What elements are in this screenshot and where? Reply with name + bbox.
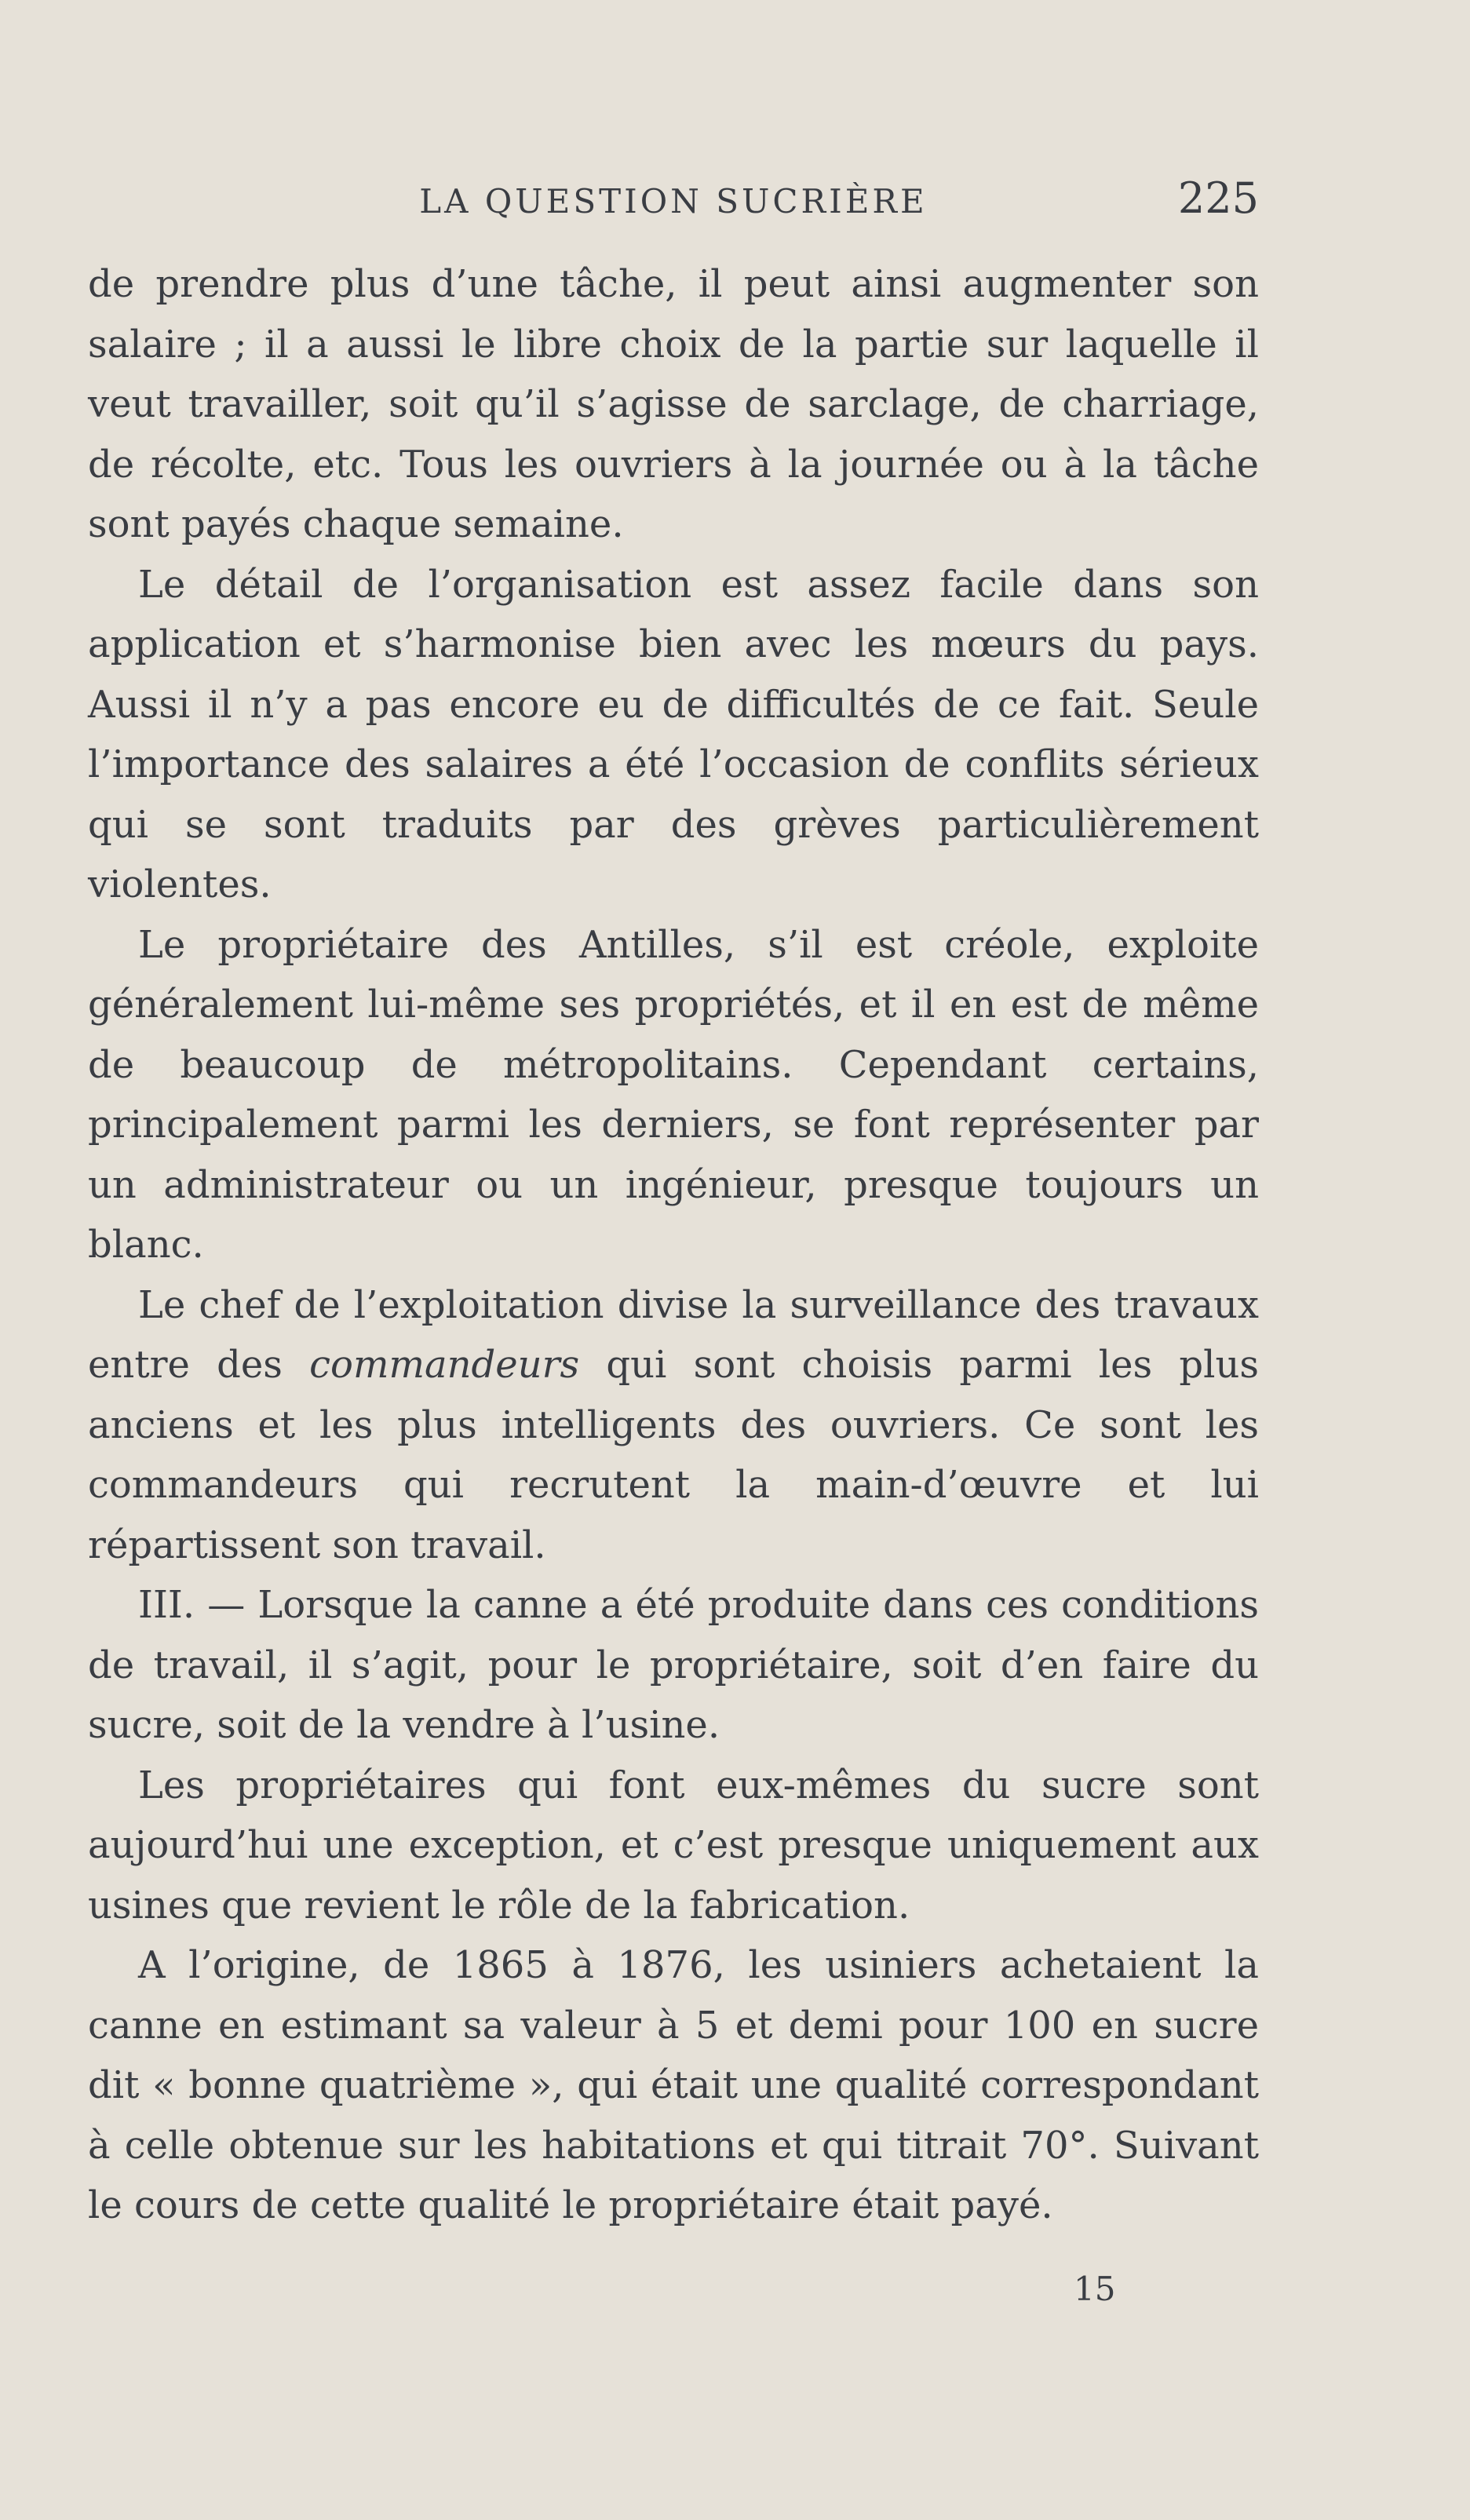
page-number: 225 <box>1177 173 1259 223</box>
commandeurs-emphasis: commandeurs <box>309 1343 580 1387</box>
paragraph-factory-production: Les propriétaires qui font eux-mêmes du sucre sont aujourd’hui une exception, et c’est presque uniquement aux usines que revient le rôle de la fabrication. <box>88 1763 1259 1927</box>
signature-mark: 15 <box>1074 2270 1116 2308</box>
running-head: LA QUESTION SUCRIÈRE <box>419 182 928 221</box>
paragraph-chef <box>88 1275 1259 1576</box>
paragraph-historical-pricing: A l’origine, de 1865 à 1876, les usiniers achetaient la canne en estimant sa valeur à 5 et demi pour 100 en sucre dit « bonne quatrième », qui était une qualité correspondant à celle obtenue sur les habitations et qui titrait 70°. Suivant le cours de cette qualité le propriétaire était payé. <box>88 1943 1259 2227</box>
paragraph-organisation: Le détail de l’organisation est assez facile dans son application et s’harmonise bien avec les mœurs du pays. Aussi il n’y a pas encore eu de difficultés de ce fait. Seule l’importance des salaires a été l’occasion de conflits sérieux qui se sont traduits par des grèves particulièrement violentes. <box>88 562 1259 906</box>
paragraph-owner: Le propriétaire des Antilles, s’il est créole, exploite généralement lui-même ses propriétés, et il en est de même de beaucoup de métropolitains. Cependant certains, principalement parmi les derniers, se font représenter par un administrateur ou un ingénieur, presque toujours un blanc. <box>88 922 1259 1267</box>
page-header <box>88 174 1259 229</box>
paragraph-chef-start: Le chef de l’exploitation divise la surveillance des travaux entre des <box>88 1282 1259 1387</box>
page-body <box>88 254 1259 2236</box>
paragraph-section-iii: III. — Lorsque la canne a été produite dans ces conditions de travail, il s’agit, pour le propriétaire, soit d’en faire du sucre, soit de la vendre à l’usine. <box>88 1583 1259 1747</box>
paragraph-wage-tasks: de prendre plus d’une tâche, il peut ainsi augmenter son salaire ; il a aussi le libre choix de la partie sur laquelle il veut travailler, soit qu’il s’agisse de sarclage, de charriage, de récolte, etc. Tous les ouvriers à la journée ou à la tâche sont payés chaque semaine. <box>88 262 1259 546</box>
paragraph-chef-end: qui sont choisis parmi les plus anciens et les plus intelligents des ouvriers. Ce sont les commandeurs qui recrutent la main-d’œuvre et lui répartissent son travail. <box>88 1343 1260 1567</box>
